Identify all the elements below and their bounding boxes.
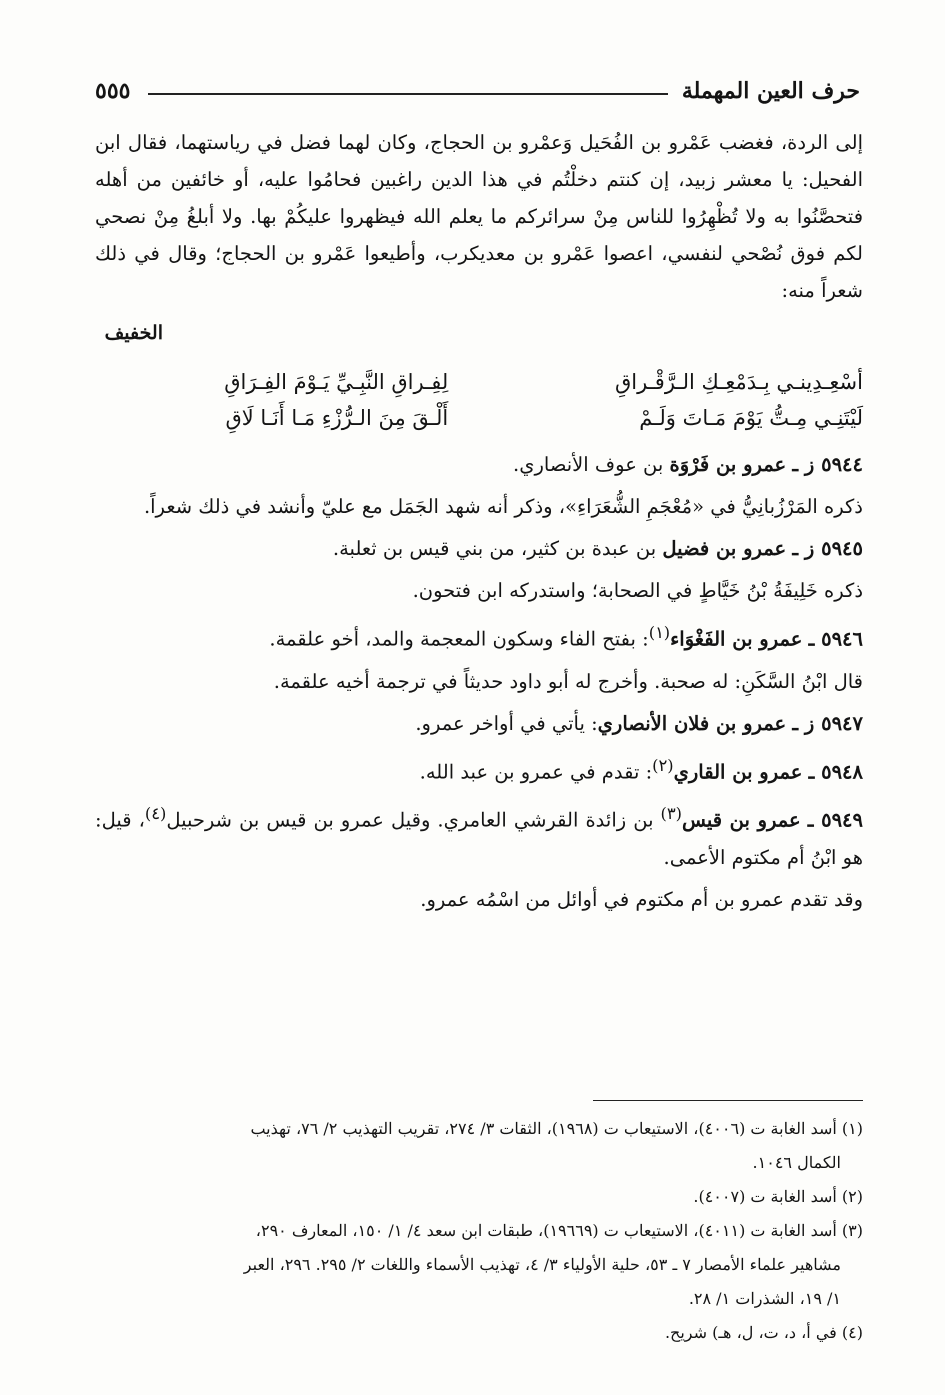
footnote-ref[interactable]: (٢) (652, 755, 674, 775)
entry-text: بن زائدة القرشي العامري. وقيل عمرو بن قيس بن (239, 808, 661, 832)
note-text: ذكره خَلِيفَةُ بْنُ خَيَّاطٍ في الصحابة؛ واستدركه ابن فتحون. (412, 579, 863, 602)
note-text: وقد تقدم عمرو بن أم مكتوم في أوائل من اسْمُه عمرو. (420, 887, 863, 911)
entry-5945-note (95, 572, 863, 609)
entry-text-cont: شرحبيل (166, 808, 233, 832)
entry-number: ٥٩٤٧ ز ـ (792, 711, 863, 735)
entry-5944 (95, 446, 863, 483)
entry-5944-note (95, 488, 863, 525)
entry-name: عمرو بن فضيل (662, 537, 787, 560)
main-text (95, 124, 863, 923)
verse-2-first-hemistich: لَيْتَنِـي مِـتُّ يَوْمَ مَـاتَ وَلَـمْ (639, 406, 863, 430)
entry-text: بن عوف الأنصاري. (513, 453, 670, 476)
footnote-3-text-cont-2: ١/ ١٩، الشذرات ١/ ٢٨. (688, 1289, 841, 1308)
footnote-1-text: (١) أسد الغابة ت (٤٠٠٦)، الاستيعاب ت (١٩٦٨)، الثقات ٣/ ٢٧٤، تقريب التهذيب ٢/ ٧٦، تهذيب (250, 1119, 863, 1138)
poem-verse-2 (95, 400, 863, 436)
footnotes (95, 1112, 863, 1350)
intro-line-1: إلى الردة، فغضب عَمْرو بن الفُحَيل وَعمْرو بن الحجاج، وكان لهما فضل في رياستهما، (174, 131, 863, 154)
entry-number: ٥٩٤٨ ـ (808, 760, 863, 783)
footnote-1-text-cont: الكمال ١٠٤٦. (752, 1153, 841, 1172)
entry-5945 (95, 530, 863, 567)
page-number: ٥٥٥ (95, 78, 131, 104)
footnote-ref[interactable]: (١) (648, 623, 671, 642)
entry-name: عمرو بن القاري (673, 760, 803, 783)
footnote-1-cont (95, 1146, 863, 1180)
chapter-title: حرف العين المهملة (681, 78, 860, 104)
verse-1-first-hemistich: أسْعِـدِينـي بِـدَمْعِـكِ الـرَّقْـراقِ (614, 370, 863, 394)
entry-5946-note (95, 663, 863, 700)
entry-text: بن عبدة بن كثير، من بني قيس بن ثعلبة. (332, 537, 663, 560)
footnote-ref[interactable]: (٤) (144, 804, 167, 823)
entry-text: : بفتح الفاء وسكون المعجمة والمد، أخو علقمة. (269, 627, 649, 651)
footnote-ref[interactable]: (٣) (660, 804, 682, 823)
verse-2-second-hemistich: أَلْـقَ مِنَ الـرُّزْءِ مَـا أَنَـا لَاقِ (225, 406, 449, 430)
footnote-3-cont (95, 1248, 863, 1282)
note-text: قال ابْنُ السَّكَنِ: له صحبة. وأخرج له أبو داود حديثاً في ترجمة أخيه علقمة. (273, 669, 863, 693)
footnote-2 (95, 1180, 863, 1214)
entry-5946 (95, 614, 863, 658)
entry-5948 (95, 747, 863, 791)
poem-verse-1 (95, 364, 863, 400)
note-text-cont: شعراً. (143, 495, 193, 518)
poem-meter: الخفيف (104, 322, 163, 344)
footnote-4 (95, 1316, 863, 1350)
entry-name: عمرو بن فَرْوَة (669, 453, 787, 476)
entry-text: : يأتي في أواخر عمرو. (415, 711, 598, 735)
entry-5947 (95, 705, 863, 742)
poem (95, 364, 863, 436)
entry-text-cont-2: ، قيل: هو ابْنُ أم مكتوم الأعمى. (95, 808, 863, 869)
entry-number: ٥٩٤٦ ـ (808, 627, 863, 651)
entry-5949 (95, 795, 863, 876)
footnote-separator (593, 1100, 863, 1101)
entry-name: عمرو بن قيس (681, 808, 801, 832)
intro-line-5: عَمْرو بن الحجاج؛ وقال في ذلك شعراً منه: (95, 242, 863, 302)
footnote-4-text: (٤) في أ، د، ت، ل، هـ) شريح. (664, 1323, 863, 1342)
note-text: ذكره المَرْزُبانِيُّ في «مُعْجَمِ الشُّعَرَاءِ»، وذكر أنه شهد الجَمَل مع عليّ وأنشد في ذلك (198, 495, 863, 518)
intro-paragraph (95, 124, 863, 309)
footnote-2-text: (٢) أسد الغابة ت (٤٠٠٧). (693, 1187, 863, 1206)
entry-number: ٥٩٤٤ ز ـ (792, 453, 863, 476)
intro-line-4: ولا أبلغُ مِنْ نصحي لكم فوق نُصْحي لنفسي، اعصوا عَمْرو بن معديكرب، وأطيعوا (95, 205, 863, 265)
footnote-1 (95, 1112, 863, 1146)
footnote-3-cont-2 (95, 1282, 863, 1316)
footnote-3-text-cont: مشاهير علماء الأمصار ٧ ـ ٥٣، حلية الأولياء ٣/ ٤، تهذيب الأسماء واللغات ٢/ ٢٩٥. ٢٩٦، العبر (243, 1255, 841, 1274)
entry-number: ٥٩٤٥ ز ـ (792, 537, 863, 560)
intro-line-3: خائفين من أهله فتحصَّنُوا به ولا تُظْهِرُوا للناس مِنْ سرائركم ما يعلم الله فيظهروا عليكُمْ بها. (95, 168, 864, 228)
entry-name: عمرو بن فلان الأنصاري (597, 711, 787, 735)
entry-number: ٥٩٤٩ ـ (807, 808, 863, 832)
header-rule (148, 93, 667, 95)
footnote-3 (95, 1214, 863, 1248)
entry-text: : تقدم في عمرو بن عبد الله. (419, 760, 653, 783)
entry-name: عمرو بن الفَغْوَاء (670, 627, 803, 651)
verse-1-second-hemistich: لِفِـراقِ النَّبِـيِّ يَـوْمَ الفِـرَاقِ (224, 370, 449, 394)
footnote-3-text: (٣) أسد الغابة ت (٤٠١١)، الاستيعاب ت (١٩٦٦٩)، طبقات ابن سعد ٤/ ١/ ١٥٠، المعارف ٢٩٠، (255, 1221, 863, 1240)
entry-5949-note (95, 881, 863, 918)
intro-line-2: فقال ابن الفحيل: يا معشر زبيد، إن كنتم دخلْتُم في هذا الدين راغبين فحامُوا عليه، أو (95, 131, 864, 191)
running-header (95, 74, 860, 108)
